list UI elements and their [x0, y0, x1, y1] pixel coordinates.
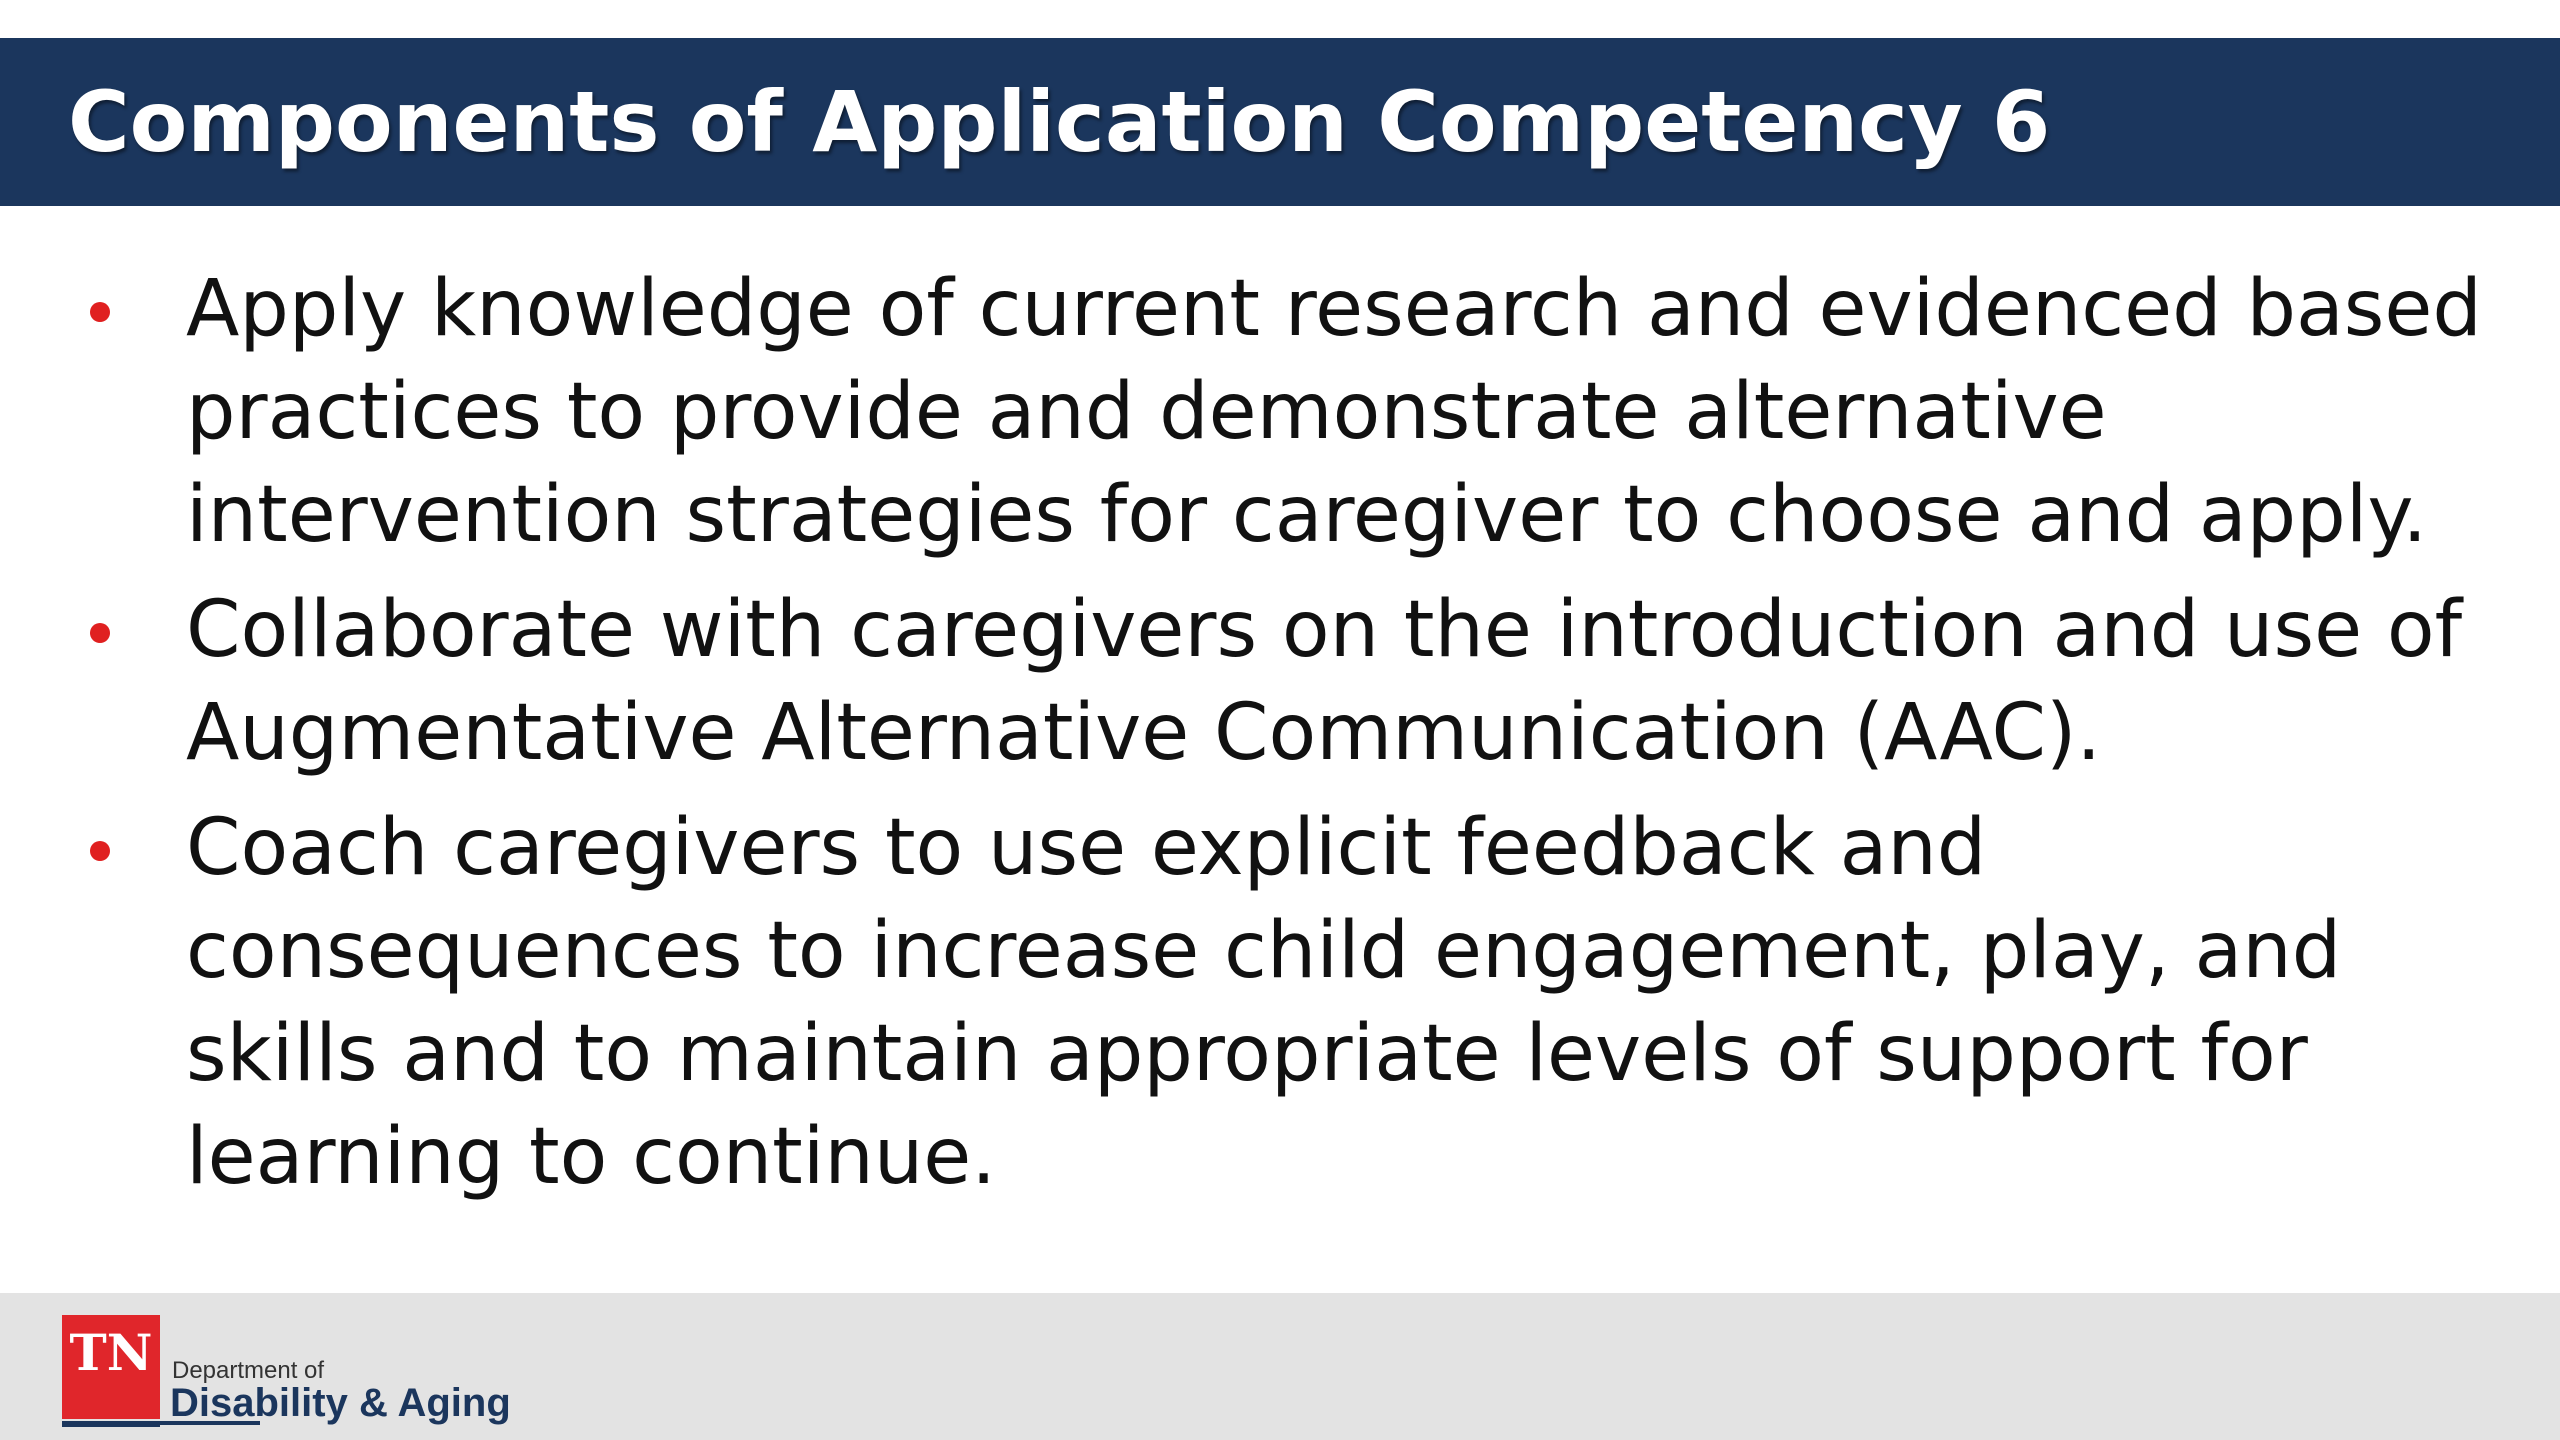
- logo-mark-text: TN: [69, 1323, 153, 1382]
- bullet-text: Apply knowledge of current research and evidenced based practices to provide and demonstrate alternative intervention strategies for caregiver to choose and apply.: [186, 264, 2482, 560]
- logo-department-line: Department of: [172, 1357, 325, 1384]
- tn-logo-icon: [62, 1315, 160, 1419]
- logo-stripe: [62, 1421, 160, 1427]
- logo-name-line: Disability & Aging: [170, 1381, 511, 1425]
- title-bar: [0, 38, 2560, 206]
- bullet-dot-icon: [90, 841, 110, 861]
- bullet-dot-icon: [90, 302, 110, 322]
- bullet-item: [0, 579, 2560, 785]
- footer: [0, 1293, 2560, 1440]
- bullet-list: [0, 258, 2560, 1221]
- department-logo: [62, 1315, 522, 1435]
- bullet-text: Collaborate with caregivers on the introduction and use of Augmentative Alternative Communication (AAC).: [186, 585, 2463, 778]
- bullet-item: [0, 258, 2560, 567]
- bullet-text: Coach caregivers to use explicit feedback and consequences to increase child engagement, play, and skills and to maintain appropriate levels of support for learning to continue.: [186, 803, 2342, 1202]
- bullet-dot-icon: [90, 623, 110, 643]
- bullet-item: [0, 797, 2560, 1209]
- slide-title: Components of Application Competency 6: [68, 73, 2051, 171]
